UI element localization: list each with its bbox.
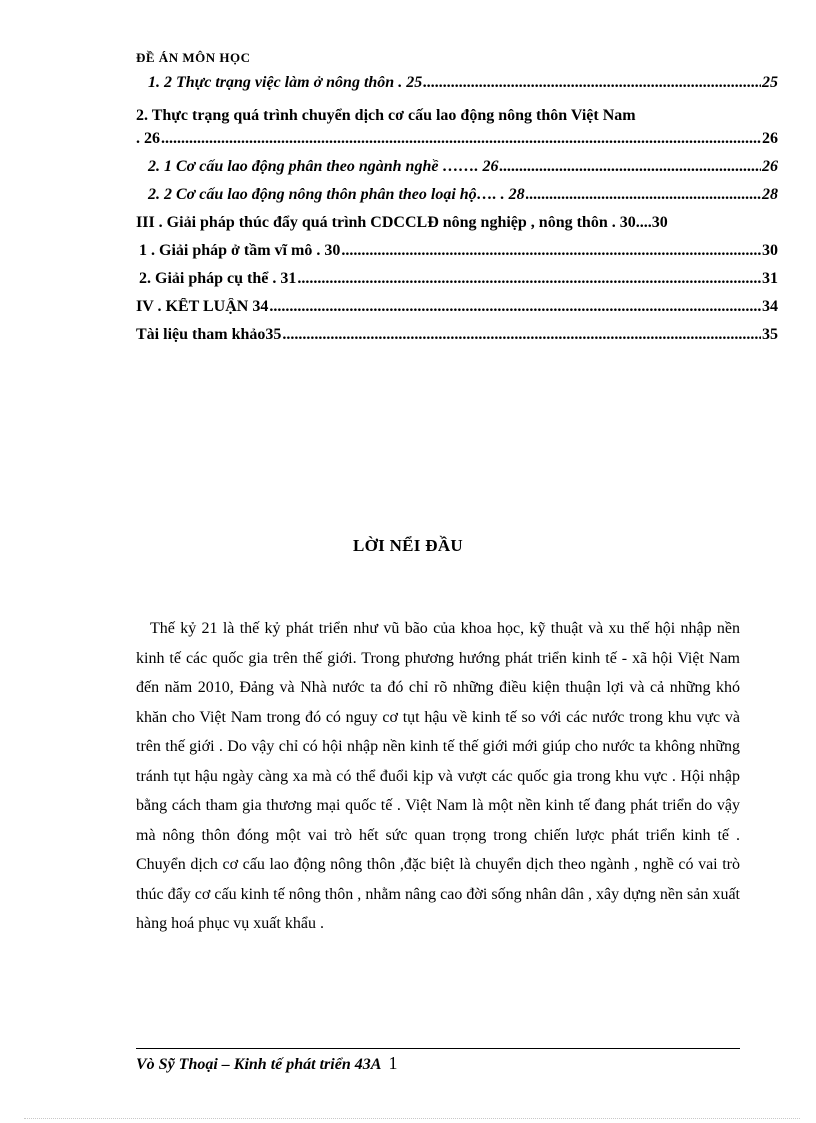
toc-entry-text: III . Giải pháp thúc đẩy quá trình CDCCLĐ nông nghiệp , nông thôn . 30.... xyxy=(136,214,652,231)
toc-entry[interactable] xyxy=(136,214,778,242)
footer-divider xyxy=(136,1048,740,1049)
toc-entry-continuation[interactable] xyxy=(136,130,778,158)
footer-page-number: 1 xyxy=(388,1053,398,1073)
toc-leader-dots xyxy=(341,242,761,260)
toc-entry-page: 26 xyxy=(762,130,778,147)
toc-entry-text: Tài liệu tham khảo35 xyxy=(136,326,282,343)
toc-entry[interactable] xyxy=(136,242,778,270)
toc-entry-page: 31 xyxy=(762,270,778,287)
toc-entry[interactable] xyxy=(136,298,778,326)
toc-leader-dots xyxy=(297,270,761,288)
toc-entry-page: 26 xyxy=(762,158,778,175)
toc-leader-dots xyxy=(282,326,761,344)
toc-leader-dots xyxy=(499,158,761,176)
toc-entry-text: 2. 2 Cơ cấu lao động nông thôn phân theo loại hộ…. . 28 xyxy=(148,186,525,203)
running-header: ĐỀ ÁN MÔN HỌC xyxy=(136,50,251,65)
toc-entry-page: 28 xyxy=(762,186,778,203)
toc-entry[interactable] xyxy=(136,186,778,214)
toc-entry-text: 2. 1 Cơ cấu lao động phân theo ngành nghề ……. 26 xyxy=(148,158,499,175)
table-of-contents xyxy=(136,74,778,354)
page-footer xyxy=(136,1053,398,1074)
toc-leader-dots xyxy=(423,74,761,92)
toc-entry-text: 1 . Giải pháp ở tầm vĩ mô . 30 xyxy=(139,242,341,259)
toc-entry-text: 2. Thực trạng quá trình chuyển dịch cơ cấu lao động nông thôn Việt Nam xyxy=(136,107,636,124)
section-title: LỜI NỂI ĐẦU xyxy=(352,536,464,555)
intro-paragraph: Thế kỷ 21 là thế kỷ phát triển như vũ bão của khoa học, kỹ thuật và xu thế hội nhập nền kinh tế các quốc gia trên thế giới. Trong phương hướng phát triển kinh tế - xã hội Việt Nam đến năm 2010, Đảng và Nhà nước ta đó chỉ rõ những điều kiện thuận lợi và cả những khó khăn cho Việt Nam trong đó có nguy cơ tụt hậu về kinh tế so với các nước trong khu vực và trên thế giới . Do vậy chỉ có hội nhập nền kinh tế thế giới mới giúp cho nước ta không những tránh tụt hậu ngày càng xa mà có thể đuổi kịp và vượt các quốc gia trong khu vực . Hội nhập bằng cách tham gia thương mại quốc tế . Việt Nam là một nền kinh tế đang phát triển do vậy mà nông thôn đóng một vai trò hết sức quan trọng trong chiến lược phát triển kinh tế . Chuyển dịch cơ cấu lao động nông thôn ,đặc biệt là chuyển dịch theo ngành , nghề có vai trò thúc đẩy cơ cấu kinh tế nông thôn , nhằm nâng cao đời sống nhân dân , xây dựng nền sản xuất hàng hoá phục vụ xuất khẩu . xyxy=(136,620,740,932)
toc-entry-page: 25 xyxy=(762,74,778,91)
toc-entry[interactable] xyxy=(136,326,778,354)
toc-entry-page: 34 xyxy=(762,298,778,315)
toc-leader-dots xyxy=(526,186,761,204)
toc-entry-page: 30 xyxy=(651,214,668,231)
page-bottom-border xyxy=(24,1118,800,1119)
toc-entry-text: IV . KẾT LUẬN 34 xyxy=(136,298,269,315)
toc-entry[interactable] xyxy=(136,158,778,186)
toc-entry[interactable] xyxy=(136,74,778,102)
toc-entry-text: . 26 xyxy=(136,130,160,147)
footer-author: Vò Sỹ Thoại – Kinh tế phát triển 43A xyxy=(136,1056,381,1073)
toc-entry-text: 2. Giải pháp cụ thể . 31 xyxy=(139,270,297,287)
toc-entry-page: 30 xyxy=(762,242,778,259)
toc-entry-page: 35 xyxy=(762,326,778,343)
toc-leader-dots xyxy=(161,130,761,148)
toc-entry[interactable] xyxy=(136,270,778,298)
toc-leader-dots xyxy=(269,298,761,316)
toc-entry[interactable] xyxy=(136,102,778,130)
toc-entry-text: 1. 2 Thực trạng việc làm ở nông thôn . 25 xyxy=(148,74,423,91)
